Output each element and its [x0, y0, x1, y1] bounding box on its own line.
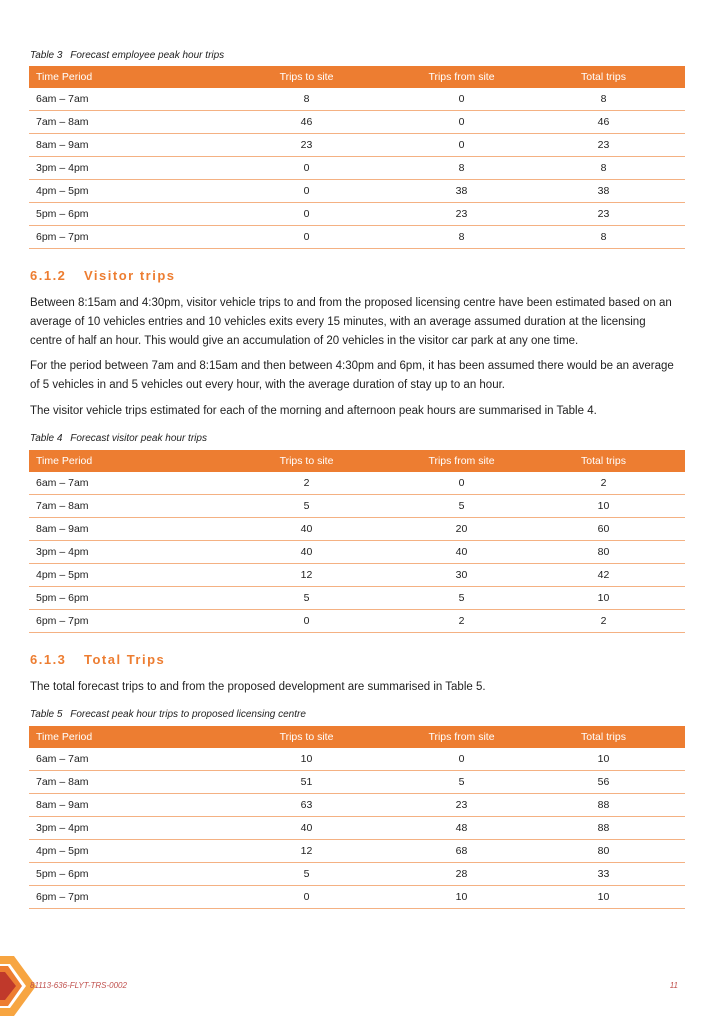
table-cell: 63	[212, 794, 401, 817]
table-cell: 4pm – 5pm	[29, 840, 212, 863]
table-cell: 4pm – 5pm	[29, 564, 212, 587]
table-row	[29, 610, 685, 633]
table-cell: 6pm – 7pm	[29, 886, 212, 909]
table-cell: 7am – 8am	[29, 771, 212, 794]
table5-header-trips-from-site: Trips from site	[401, 726, 522, 748]
table-cell: 40	[212, 817, 401, 840]
table3-header-trips-from-site: Trips from site	[401, 66, 522, 88]
table-cell: 5pm – 6pm	[29, 863, 212, 886]
table-cell: 88	[522, 794, 685, 817]
table5-header-time-period: Time Period	[29, 726, 212, 748]
paragraph: The visitor vehicle trips estimated for each of the morning and afternoon peak hours are summarised in Table 4.	[30, 405, 597, 417]
table-row	[29, 88, 685, 111]
table-row	[29, 495, 685, 518]
table-row	[29, 226, 685, 249]
table-cell: 0	[212, 180, 401, 203]
table3-caption-label: Table 3	[30, 50, 63, 61]
table-cell: 10	[522, 748, 685, 771]
table4-caption	[30, 433, 207, 444]
section-heading-total-trips	[30, 652, 165, 667]
table-row	[29, 541, 685, 564]
table-cell: 46	[212, 111, 401, 134]
table-cell: 6am – 7am	[29, 472, 212, 495]
table-cell: 8	[522, 88, 685, 111]
table5-caption-label: Table 5	[30, 709, 63, 720]
table5-caption-text: Forecast peak hour trips to proposed licensing centre	[70, 709, 306, 720]
table-cell: 8	[212, 88, 401, 111]
section-heading-visitor-trips	[30, 268, 176, 283]
table4-caption-label: Table 4	[30, 433, 63, 444]
table-cell: 5	[212, 587, 401, 610]
table-cell: 40	[401, 541, 522, 564]
table-row	[29, 564, 685, 587]
section-number: 6.1.3	[30, 652, 67, 667]
table-row	[29, 817, 685, 840]
document-code: 81113-636-FLYT-TRS-0002	[30, 981, 127, 990]
table-row	[29, 157, 685, 180]
table-cell: 2	[401, 610, 522, 633]
table-cell: 0	[401, 748, 522, 771]
table-cell: 46	[522, 111, 685, 134]
table-row	[29, 111, 685, 134]
table-cell: 5	[401, 587, 522, 610]
table-row	[29, 203, 685, 226]
table-cell: 88	[522, 817, 685, 840]
section-title: Visitor trips	[84, 268, 176, 283]
table3-header-trips-to-site: Trips to site	[212, 66, 401, 88]
table-cell: 6pm – 7pm	[29, 226, 212, 249]
table-cell: 7am – 8am	[29, 111, 212, 134]
table-cell: 8am – 9am	[29, 134, 212, 157]
table-cell: 48	[401, 817, 522, 840]
table-row	[29, 771, 685, 794]
table4-header-time-period: Time Period	[29, 450, 212, 472]
table-cell: 23	[401, 794, 522, 817]
table-cell: 80	[522, 541, 685, 564]
table-cell: 6pm – 7pm	[29, 610, 212, 633]
table-row	[29, 472, 685, 495]
table-cell: 10	[212, 748, 401, 771]
table-cell: 60	[522, 518, 685, 541]
table3	[29, 66, 685, 249]
table-cell: 0	[401, 88, 522, 111]
table4-caption-text: Forecast visitor peak hour trips	[70, 433, 207, 444]
table-cell: 5	[401, 771, 522, 794]
table-cell: 0	[212, 157, 401, 180]
table-cell: 4pm – 5pm	[29, 180, 212, 203]
table-cell: 0	[401, 111, 522, 134]
table-cell: 8	[401, 157, 522, 180]
table-cell: 10	[522, 495, 685, 518]
table-cell: 6am – 7am	[29, 88, 212, 111]
table-cell: 0	[212, 610, 401, 633]
table-cell: 23	[401, 203, 522, 226]
table-row	[29, 134, 685, 157]
table-row	[29, 518, 685, 541]
page-number: 11	[669, 981, 678, 990]
table5	[29, 726, 685, 909]
table-cell: 5	[401, 495, 522, 518]
table-cell: 12	[212, 564, 401, 587]
table-cell: 3pm – 4pm	[29, 157, 212, 180]
table-cell: 28	[401, 863, 522, 886]
table-cell: 23	[522, 134, 685, 157]
table-cell: 2	[522, 610, 685, 633]
table-cell: 5pm – 6pm	[29, 587, 212, 610]
table-cell: 3pm – 4pm	[29, 817, 212, 840]
table-cell: 0	[212, 886, 401, 909]
table-cell: 12	[212, 840, 401, 863]
table-cell: 5pm – 6pm	[29, 203, 212, 226]
table-cell: 56	[522, 771, 685, 794]
table-cell: 5	[212, 863, 401, 886]
table-cell: 33	[522, 863, 685, 886]
table-cell: 10	[522, 587, 685, 610]
table-cell: 8am – 9am	[29, 794, 212, 817]
table3-caption	[30, 50, 224, 61]
table-cell: 23	[522, 203, 685, 226]
table-cell: 5	[212, 495, 401, 518]
table3-caption-text: Forecast employee peak hour trips	[70, 50, 225, 61]
paragraph: For the period between 7am and 8:15am and then between 4:30pm and 6pm, it has been assumed there would be an average of 5 vehicles in and 5 vehicles out every hour, with the average duration of stay up to an hour.	[30, 360, 674, 391]
table-cell: 8	[401, 226, 522, 249]
table-cell: 8	[522, 226, 685, 249]
table-row	[29, 863, 685, 886]
table-cell: 30	[401, 564, 522, 587]
table-cell: 2	[522, 472, 685, 495]
table-cell: 23	[212, 134, 401, 157]
table-cell: 0	[212, 203, 401, 226]
section-number: 6.1.2	[30, 268, 67, 283]
table-cell: 42	[522, 564, 685, 587]
table-cell: 6am – 7am	[29, 748, 212, 771]
table-cell: 80	[522, 840, 685, 863]
table-cell: 0	[401, 472, 522, 495]
table-row	[29, 794, 685, 817]
table-cell: 51	[212, 771, 401, 794]
table3-header-row	[29, 66, 685, 88]
table5-caption	[30, 709, 306, 720]
table-cell: 20	[401, 518, 522, 541]
table-cell: 0	[401, 134, 522, 157]
table-row	[29, 180, 685, 203]
table4-header-row	[29, 450, 685, 472]
table-row	[29, 840, 685, 863]
table4	[29, 450, 685, 633]
table-cell: 40	[212, 518, 401, 541]
table4-header-trips-to-site: Trips to site	[212, 450, 401, 472]
table-cell: 7am – 8am	[29, 495, 212, 518]
table4-header-total-trips: Total trips	[522, 450, 685, 472]
table5-header-trips-to-site: Trips to site	[212, 726, 401, 748]
table4-header-trips-from-site: Trips from site	[401, 450, 522, 472]
table-cell: 8	[522, 157, 685, 180]
table-cell: 10	[522, 886, 685, 909]
table-cell: 3pm – 4pm	[29, 541, 212, 564]
table-cell: 0	[212, 226, 401, 249]
table-cell: 8am – 9am	[29, 518, 212, 541]
table-cell: 40	[212, 541, 401, 564]
table-cell: 2	[212, 472, 401, 495]
table-row	[29, 886, 685, 909]
table-cell: 68	[401, 840, 522, 863]
paragraph: The total forecast trips to and from the proposed development are summarised in Table 5.	[30, 681, 486, 693]
table5-header-row	[29, 726, 685, 748]
table-cell: 10	[401, 886, 522, 909]
table-cell: 38	[401, 180, 522, 203]
table3-header-total-trips: Total trips	[522, 66, 685, 88]
table5-header-total-trips: Total trips	[522, 726, 685, 748]
section-title: Total Trips	[84, 652, 166, 667]
table-row	[29, 748, 685, 771]
table3-header-time-period: Time Period	[29, 66, 212, 88]
table-row	[29, 587, 685, 610]
paragraph: Between 8:15am and 4:30pm, visitor vehicle trips to and from the proposed licensing centre have been estimated based on an average of 10 vehicles entries and 10 vehicles exits every 15 minutes, with an average assumed duration at the licensing centre of half an hour. This would give an accumulation of 20 vehicles in the visitor car park at any one time.	[30, 297, 672, 347]
table-cell: 38	[522, 180, 685, 203]
